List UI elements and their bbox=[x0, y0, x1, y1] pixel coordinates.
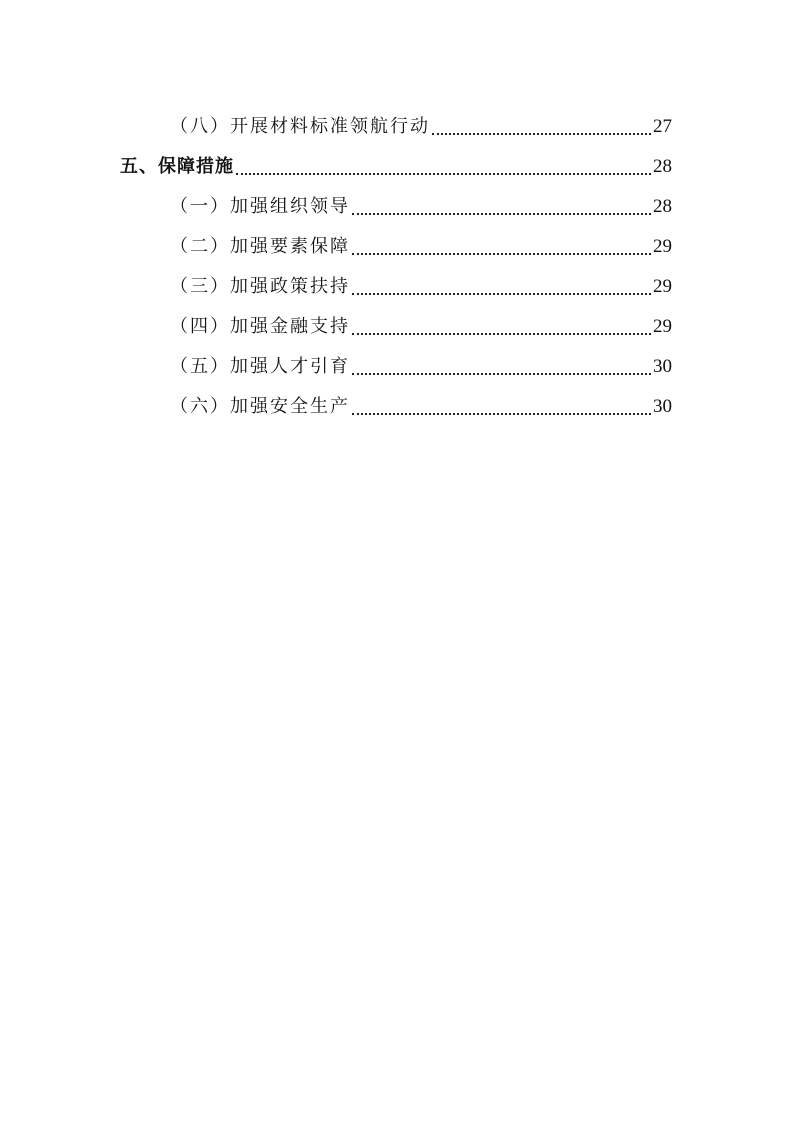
toc-entry-label: （一）加强组织领导 bbox=[170, 196, 350, 217]
toc-page-number: 30 bbox=[653, 396, 672, 417]
toc-entry-label: （四）加强金融支持 bbox=[170, 316, 350, 337]
toc-dot-leader bbox=[236, 173, 651, 175]
toc-entry-section-5[interactable] bbox=[0, 344, 793, 384]
toc-entry-section-1[interactable] bbox=[0, 184, 793, 224]
toc-dot-leader bbox=[432, 133, 651, 135]
toc-dot-leader bbox=[352, 293, 651, 295]
toc-entry-section-8[interactable] bbox=[0, 104, 793, 144]
toc-entry-label: （二）加强要素保障 bbox=[170, 236, 350, 257]
toc-entry-section-3[interactable] bbox=[0, 264, 793, 304]
toc-dot-leader bbox=[352, 413, 651, 415]
toc-dot-leader bbox=[352, 373, 651, 375]
table-of-contents bbox=[0, 104, 793, 424]
toc-page-number: 28 bbox=[653, 196, 672, 217]
toc-dot-leader bbox=[352, 253, 651, 255]
toc-entry-section-4[interactable] bbox=[0, 304, 793, 344]
toc-page-number: 28 bbox=[653, 156, 672, 177]
toc-page-number: 30 bbox=[653, 356, 672, 377]
toc-entry-label: （五）加强人才引育 bbox=[170, 356, 350, 377]
toc-entry-label: （八）开展材料标准领航行动 bbox=[170, 116, 430, 137]
toc-dot-leader bbox=[352, 333, 651, 335]
toc-entry-label: （三）加强政策扶持 bbox=[170, 276, 350, 297]
toc-page-number: 27 bbox=[653, 116, 672, 137]
toc-entry-section-6[interactable] bbox=[0, 384, 793, 424]
toc-page-number: 29 bbox=[653, 316, 672, 337]
toc-page-number: 29 bbox=[653, 236, 672, 257]
toc-entry-chapter-5[interactable] bbox=[0, 144, 793, 184]
toc-dot-leader bbox=[352, 213, 651, 215]
toc-chapter-label: 五、保障措施 bbox=[120, 156, 234, 177]
toc-page-number: 29 bbox=[653, 276, 672, 297]
toc-entry-label: （六）加强安全生产 bbox=[170, 396, 350, 417]
toc-entry-section-2[interactable] bbox=[0, 224, 793, 264]
